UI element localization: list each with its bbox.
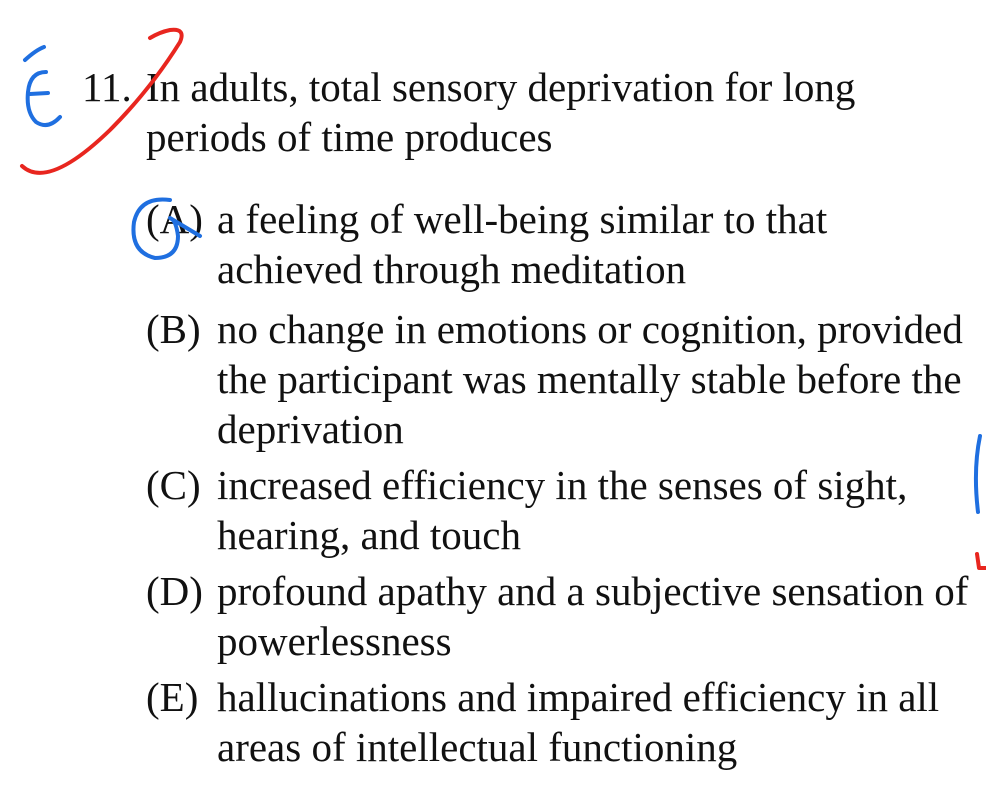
option-letter: (E) xyxy=(146,674,199,720)
option-text: profound apathy and a subjective sensation of powerlessness xyxy=(217,568,969,664)
option-text: a feeling of well-being similar to that achieved through meditation xyxy=(217,196,828,292)
question-stem: In adults, total sensory deprivation for long periods of time produces xyxy=(146,64,856,160)
option-text: hallucinations and impaired efficiency in all areas of intellectual functioning xyxy=(217,674,940,770)
question-number: 11. xyxy=(82,64,132,110)
option-text: no change in emotions or cognition, provided the participant was mentally stable before the deprivation xyxy=(217,306,963,452)
option-letter: (C) xyxy=(146,462,201,508)
option-text: increased efficiency in the senses of sight, hearing, and touch xyxy=(217,462,908,558)
option-letter: (D) xyxy=(146,568,203,614)
option-letter: (B) xyxy=(146,306,201,352)
option-letter: (A) xyxy=(146,196,203,242)
